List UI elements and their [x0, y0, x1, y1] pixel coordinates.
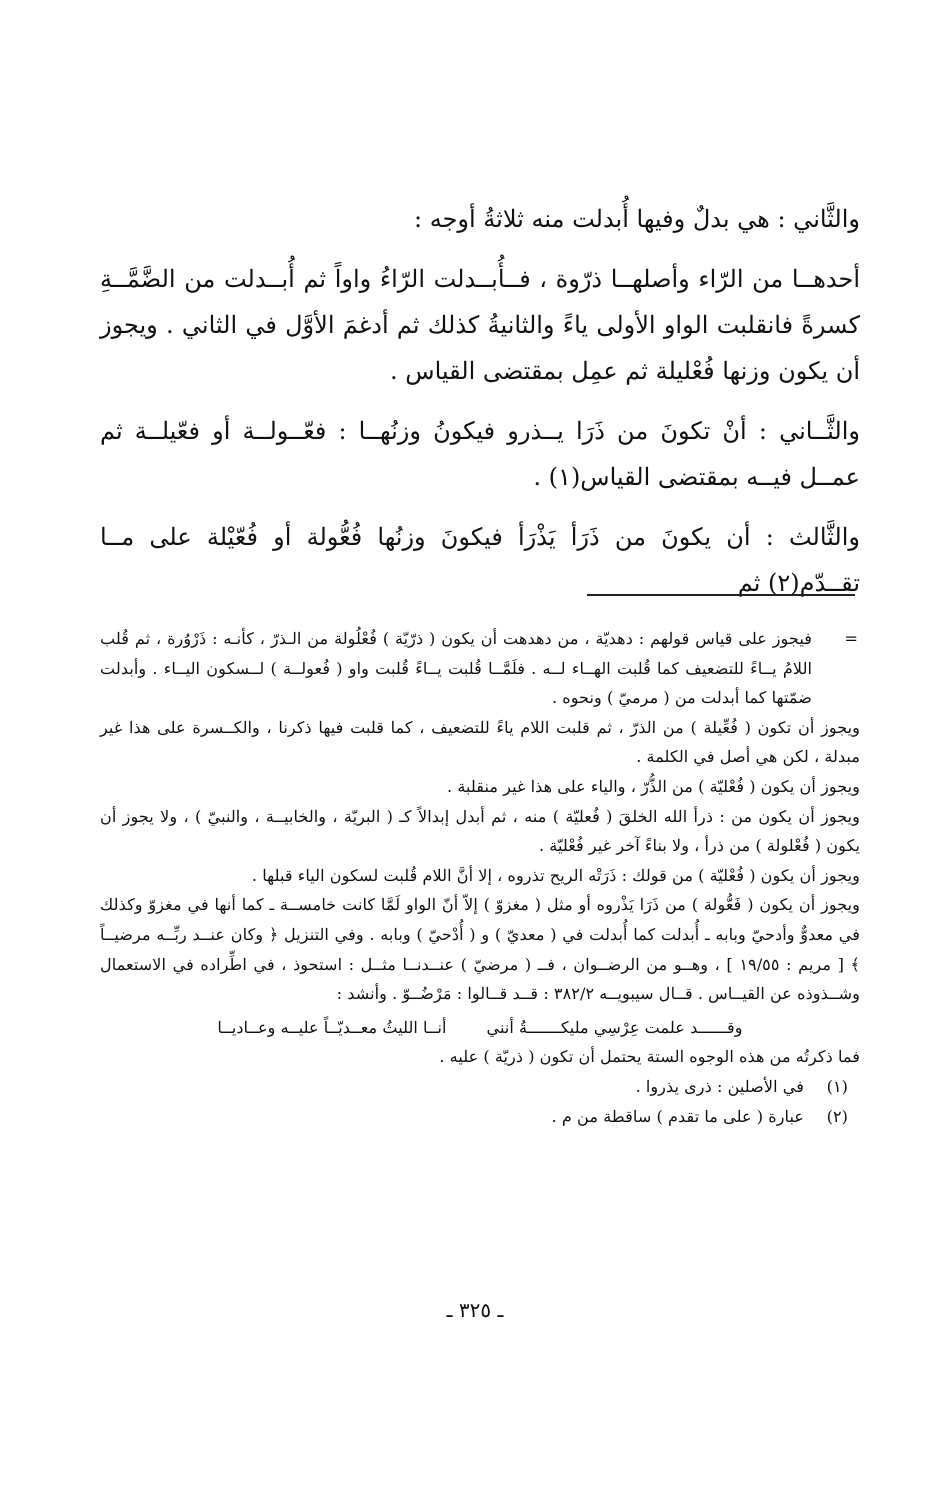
footnotes-area [100, 624, 860, 1131]
verse-second-half: أنــا الليثُ معــديّــاً عليــه وعــاديــا [217, 1017, 447, 1037]
main-paragraph: أحدهــا من الرّاء وأصلهــا ذرّوة ، فــأُبــدلت الرّاءُ واواً ثم أُبــدلت من الضَّمَّــةِ كسرةً فانقلبت الواو الأولى ياءً والثانيةُ كذلك ثم أدغمَ الأوَّل في الثاني . ويجوز أن يكون وزنها فُعْليلة ثم عمِل بمقتضى القياس . [100, 265, 860, 385]
note-line: ويجوز أن يكون ( فُعْليّة ) من الذُّرّ ، والياء على هذا غير منقلبة . [447, 776, 860, 796]
note-line: ويجوز أن يكون ( فُعْليّة ) من قولك : ذَرَتْه الريح تذروه ، إلا أنَّ اللام قُلبت لسكون الياء قبلها . [251, 865, 860, 885]
note-text: فيجوز على قياس قولهم : دهديّة ، من دهدهت أن يكون ( ذرّيّة ) فُعْلُولة من الـذرّ ، كأنـه : ذَرْوُرة ، ثم قُلب اللامُ يــاءً للتضعيف كما قُلبت الهــاء لــه . فلَمَّــا قُلبت يــاءً قُلبت واو ( فُعولــة ) لــسكون اليــاء . وأبدلت ضمّتها كما أبدلت من ( مرميّ ) ونحوه . [100, 629, 812, 708]
note-line: ويجوز أن يكون ( فَعُّولة ) من ذَرَا يَذْروه أو مثل ( مغزوّ ) إلاّ أنّ الواو لَمَّا كانت خامســة ـ كما أنها في مغزوّ وكذلك في معدوٌّ وأدحيّ وبابه ـ أُبدلت كما أُبدلت في ( معديّ ) و ( أُدْحيّ ) وبابه . وفي التنزيل ﴿ وكان عنــد ربِّــه مرضيــاً ﴾ [ مريم : ١٩/٥٥ ] ، وهــو من الرضــوان ، فــ ( مرضيّ ) عنــدنــا مثــل : استحوذ ، في اطِّراده في الاستعمال وشــذوذه عن القيــاس . قــال سيبويــه ٣٨٢/٢ : قــد قــالوا : مَرْضُــوّ . وأنشد : [100, 895, 860, 1004]
footnote-separator [587, 594, 855, 596]
note-line: ويجوز أن تكون ( فُعِّيلة ) من الذرّ ، ثم قلبت اللام ياءً للتضعيف ، كما قلبت فيها ذكرنا ، والكــسرة على هذا غير مبدلة ، لكن هي أصل في الكلمة . [100, 717, 860, 767]
note-line: فما ذكرتُه من هذه الوجوه الستة يحتمل أن تكون ( ذريّة ) عليه . [439, 1047, 860, 1067]
page-number: ـ ٣٢٥ ـ [446, 1298, 504, 1322]
main-paragraph: والثَّالث : أن يكونَ من ذَرَأ يَذْرَأ فيكونَ وزنُها فُعُّولة أو فُعّيْلة على مــا تقــدّم(٢) ثم [100, 523, 860, 597]
poetry-verse [100, 1013, 860, 1043]
footnote-1 [100, 1072, 860, 1102]
main-paragraph: والثَّاني : هي بدلٌ وفيها أُبدلت منه ثلاثةُ أوجه : [414, 205, 860, 233]
footnote-text: في الأصلين : ذرى يذروا . [635, 1076, 804, 1096]
footnote-2 [100, 1102, 860, 1132]
footnote-text: عبارة ( على ما تقدم ) ساقطة من م . [551, 1106, 804, 1126]
main-text [100, 196, 860, 620]
footnote-number: (١) [826, 1076, 848, 1096]
continuation-mark: = [844, 629, 858, 648]
verse-first-half: وقــــــد علمت عِرْسِي مليكـــــــةُ أنني [486, 1017, 743, 1037]
note-continuation [100, 624, 860, 713]
footnote-number: (٢) [826, 1106, 848, 1126]
note-line: ويجوز أن يكون من : ذرأ الله الخلقَ ( فُعليّة ) منه ، ثم أبدل إبدالاً كـ ( البريّة ، والخابيــة ، والنبيّ ) ، ولا يجوز أن يكون ( فُعْلولة ) من ذرأ ، ولا بناءً آخر غير فُعْليّة . [100, 806, 860, 856]
main-paragraph: والثَّــاني : أنْ تكونَ من ذَرَا يــذرو فيكونُ وزنُهــا : فعّــولــة أو فعّيلــة ثم عمــل فيــه بمقتضى القياس(١) . [100, 417, 860, 491]
